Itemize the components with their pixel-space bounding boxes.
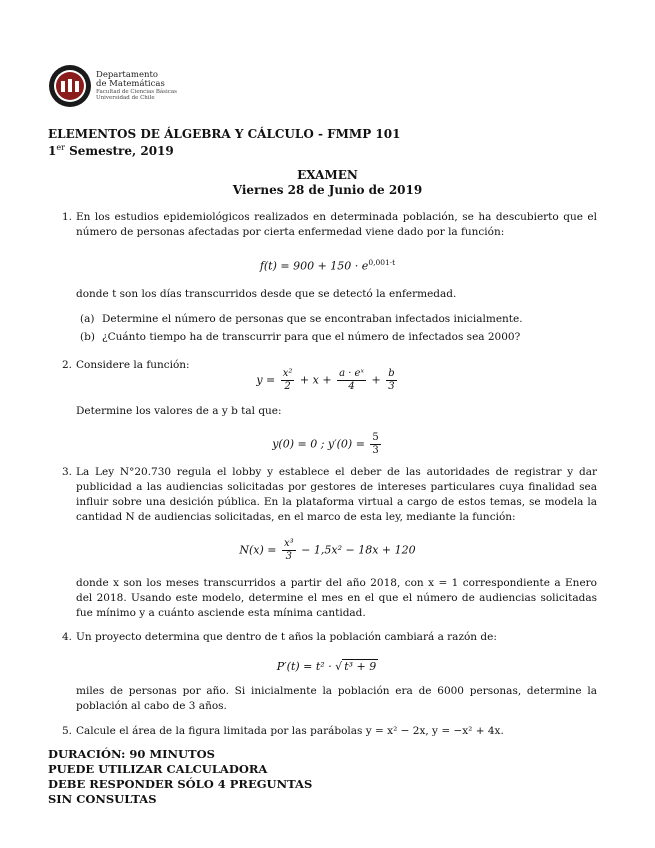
department-logo <box>48 64 177 108</box>
part-label: (b) <box>80 331 95 343</box>
semester <box>48 141 400 158</box>
condition-left: y(0) = 0 ; y′(0) = <box>272 437 365 451</box>
part-label: (a) <box>80 313 95 325</box>
question-text: donde x son los meses transcurridos a partir del año 2018, con x = 1 correspondiente a Enero del 2018. Usando este modelo, determine el mes en el que el número de audiencias solicitadas fue mínimo y a cuánto asciende esta mínima cantidad. <box>76 577 597 619</box>
fraction-num: a · eˣ <box>339 368 365 379</box>
question-text: Un proyecto determina que dentro de t años la población cambiará a razón de: <box>76 631 497 643</box>
semester-text: Semestre, 2019 <box>64 144 174 158</box>
question-text: donde t son los días transcurridos desde que se detectó la enfermedad. <box>76 288 457 300</box>
fraction-1 <box>281 368 295 393</box>
logo-line-3: Facultad de Ciencias Básicas <box>96 89 177 95</box>
question-4-after <box>62 684 597 714</box>
instruction-answer-count: DEBE RESPONDER SÓLO 4 PREGUNTAS <box>48 777 313 791</box>
question-text: Considere la función: <box>76 359 190 371</box>
exam-title: EXAMEN <box>297 168 358 182</box>
course-title: ELEMENTOS DE ÁLGEBRA Y CÁLCULO - FMMP 101 <box>48 127 401 141</box>
fraction <box>282 538 296 563</box>
question-1 <box>62 210 597 240</box>
equation-text: f(t) = 900 + 150 · e <box>259 259 369 273</box>
fraction-num: x² <box>282 368 293 379</box>
fraction-den: 3 <box>388 381 395 392</box>
question-1-part-b <box>80 330 520 345</box>
equation-q2 <box>0 368 655 393</box>
fraction-num: 5 <box>372 432 379 443</box>
fraction-num: x³ <box>284 538 294 549</box>
equation-q3 <box>0 538 655 563</box>
eq-lhs: y = <box>256 373 276 387</box>
fraction-2 <box>337 368 366 393</box>
eq-mid: + x + <box>299 373 332 387</box>
question-4 <box>62 630 597 645</box>
university-seal-icon <box>48 64 92 108</box>
question-1-after <box>62 287 597 302</box>
semester-number: 1 <box>48 144 57 158</box>
part-text: ¿Cuánto tiempo ha de transcurrir para que el número de infectados sea 2000? <box>102 331 521 343</box>
fraction-den: 3 <box>285 551 293 562</box>
condition-fraction <box>370 432 380 457</box>
logo-line-4: Universidad de Chile <box>96 95 155 101</box>
question-number: 4. <box>62 631 73 643</box>
question-text: La Ley N°20.730 regula el lobby y establece el deber de las autoridades de registrar y dar publicidad a las audiencias solicitadas por gestores de intereses particulares cuya finalidad sea influir sobre una desición pública. En la plataforma virtual a cargo de estos temas, se modela la cantidad N de audiencias solicitadas, en el marco de esta ley, mediante la función: <box>76 466 597 523</box>
fraction-3 <box>386 368 396 393</box>
question-number: 1. <box>62 211 73 223</box>
semester-sup: er <box>56 143 65 152</box>
question-number: 5. <box>62 725 73 737</box>
logo-text <box>96 71 177 101</box>
question-number: 3. <box>62 466 73 478</box>
fraction-den: 4 <box>348 381 355 392</box>
question-text: Calcule el área de la figura limitada por las parábolas y = x² − 2x, y = −x² + 4x. <box>76 725 504 737</box>
instruction-duration: DURACIÓN: 90 MINUTOS <box>48 747 215 761</box>
eq-lhs: N(x) = <box>239 543 277 557</box>
question-3 <box>62 465 597 525</box>
logo-line-2: de Matemáticas <box>96 79 165 89</box>
question-2-after <box>62 404 597 419</box>
question-3-after <box>62 576 597 621</box>
course-header <box>48 127 400 158</box>
eq-plus: + <box>371 373 381 387</box>
eq-lhs: P′(t) = t² · √ <box>276 660 343 673</box>
fraction-den: 3 <box>372 445 379 456</box>
exam-date: Viernes 28 de Junio de 2019 <box>232 183 423 197</box>
equation-q4 <box>0 660 655 673</box>
exam-title-block <box>0 168 655 198</box>
question-text: Determine los valores de a y b tal que: <box>76 405 282 417</box>
fraction-den: 2 <box>284 381 291 392</box>
instruction-no-consult: SIN CONSULTAS <box>48 792 157 806</box>
eq-rest: − 1,5x² − 18x + 120 <box>301 543 416 557</box>
question-text: miles de personas por año. Si inicialmente la población era de 6000 personas, determine la población al cabo de 3 años. <box>76 685 597 712</box>
question-5 <box>62 724 597 739</box>
exam-instructions <box>48 747 312 807</box>
logo-line-1: Departamento <box>96 70 158 80</box>
question-number: 2. <box>62 359 73 371</box>
condition-q2 <box>0 432 655 457</box>
instruction-calculator: PUEDE UTILIZAR CALCULADORA <box>48 762 268 776</box>
question-text: En los estudios epidemiológicos realizados en determinada población, se ha descubierto que el número de personas afectadas por cierta enfermedad viene dado por la función: <box>76 211 597 238</box>
eq-radicand: t³ + 9 <box>344 660 377 673</box>
fraction-num: b <box>388 368 395 379</box>
part-text: Determine el número de personas que se encontraban infectados inicialmente. <box>102 313 523 325</box>
equation-q1 <box>0 258 655 273</box>
question-1-part-a <box>80 312 523 327</box>
equation-exponent: 0,001·t <box>368 258 396 267</box>
